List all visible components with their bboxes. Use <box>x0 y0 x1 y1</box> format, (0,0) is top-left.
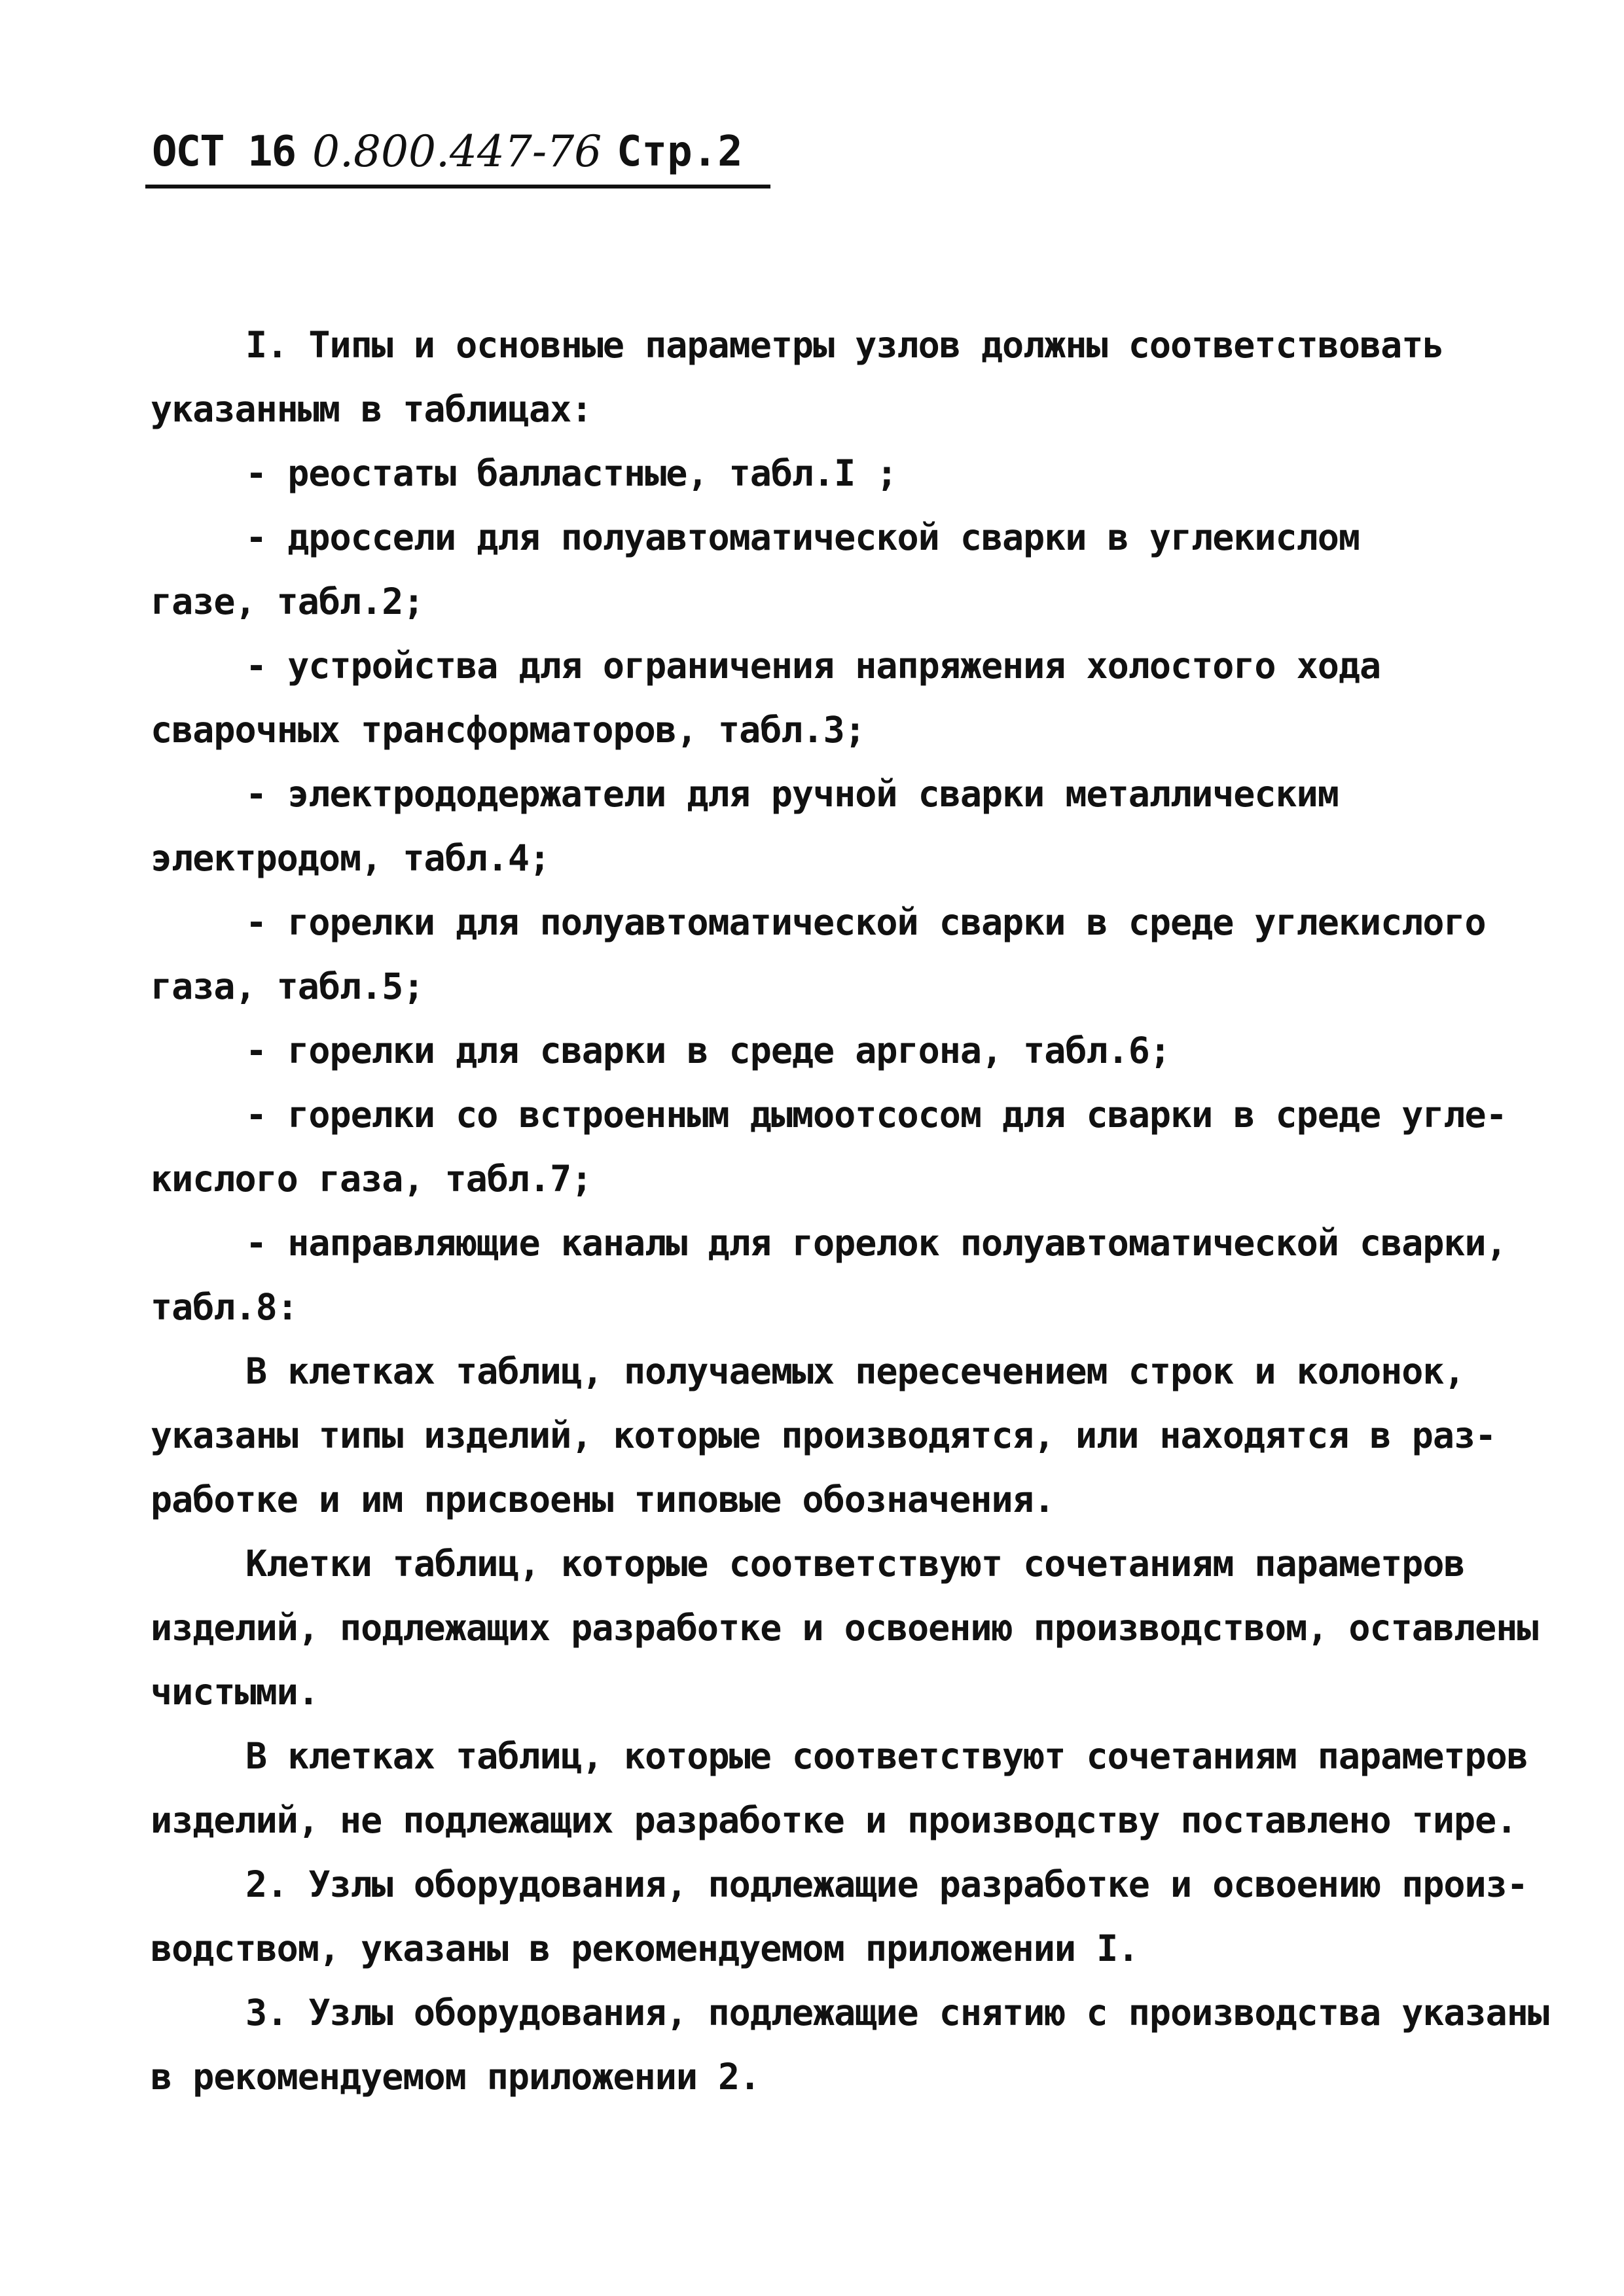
text-line: указанным в таблицах: <box>151 388 592 430</box>
text-line: газа, табл.5; <box>151 965 424 1007</box>
text-line: сварочных трансформаторов, табл.3; <box>151 709 865 751</box>
text-line: изделий, подлежащих разработке и освоению производством, оставлены <box>151 1607 1538 1649</box>
text-line: - дроссели для полуавтоматической сварки в углекислом <box>245 516 1360 558</box>
text-line: Клетки таблиц, которые соответствуют сочетаниям параметров <box>245 1543 1465 1585</box>
text-line: электродом, табл.4; <box>151 837 550 879</box>
text-line: водством, указаны в рекомендуемом приложении I. <box>151 1928 1139 1969</box>
text-line: - горелки со встроенным дымоотсосом для сварки в среде угле- <box>245 1094 1507 1136</box>
document-header <box>145 119 770 185</box>
text-line: - реостаты балластные, табл.I ; <box>245 452 897 494</box>
text-line: В клетках таблиц, получаемых пересечением строк и колонок, <box>245 1350 1465 1392</box>
text-line: в рекомендуемом приложении 2. <box>151 2056 761 2098</box>
text-line: 3. Узлы оборудования, подлежащие снятию с производства указаны <box>245 1992 1549 2034</box>
header-underline <box>145 185 770 188</box>
text-line: 2. Узлы оборудования, подлежащие разработке и освоению произ- <box>245 1863 1528 1905</box>
text-line: В клетках таблиц, которые соответствуют сочетаниям параметров <box>245 1735 1528 1777</box>
text-line: - электрододержатели для ручной сварки металлическим <box>245 773 1339 815</box>
text-line: указаны типы изделий, которые производятся, или находятся в раз- <box>151 1414 1496 1456</box>
standard-number: 0.800.447-76 <box>312 126 602 177</box>
text-line: кислого газа, табл.7; <box>151 1158 592 1200</box>
page-number: Стр.2 <box>617 128 743 176</box>
text-line: чистыми. <box>151 1671 319 1713</box>
text-line: - горелки для сварки в среде аргона, табл.6; <box>245 1030 1170 1071</box>
text-line: газе, табл.2; <box>151 581 424 622</box>
text-line: - направляющие каналы для горелок полуавтоматической сварки, <box>245 1222 1507 1264</box>
text-line: табл.8: <box>151 1286 298 1328</box>
text-line: I. Типы и основные параметры узлов должны соответствовать <box>245 324 1444 366</box>
text-line: работке и им присвоены типовые обозначения. <box>151 1479 1055 1520</box>
text-line: изделий, не подлежащих разработке и производству поставлено тире. <box>151 1799 1517 1841</box>
text-line: - устройства для ограничения напряжения холостого хода <box>245 645 1381 687</box>
standard-code: ОСТ 16 <box>152 128 296 176</box>
text-line: - горелки для полуавтоматической сварки в среде углекислого <box>245 901 1486 943</box>
